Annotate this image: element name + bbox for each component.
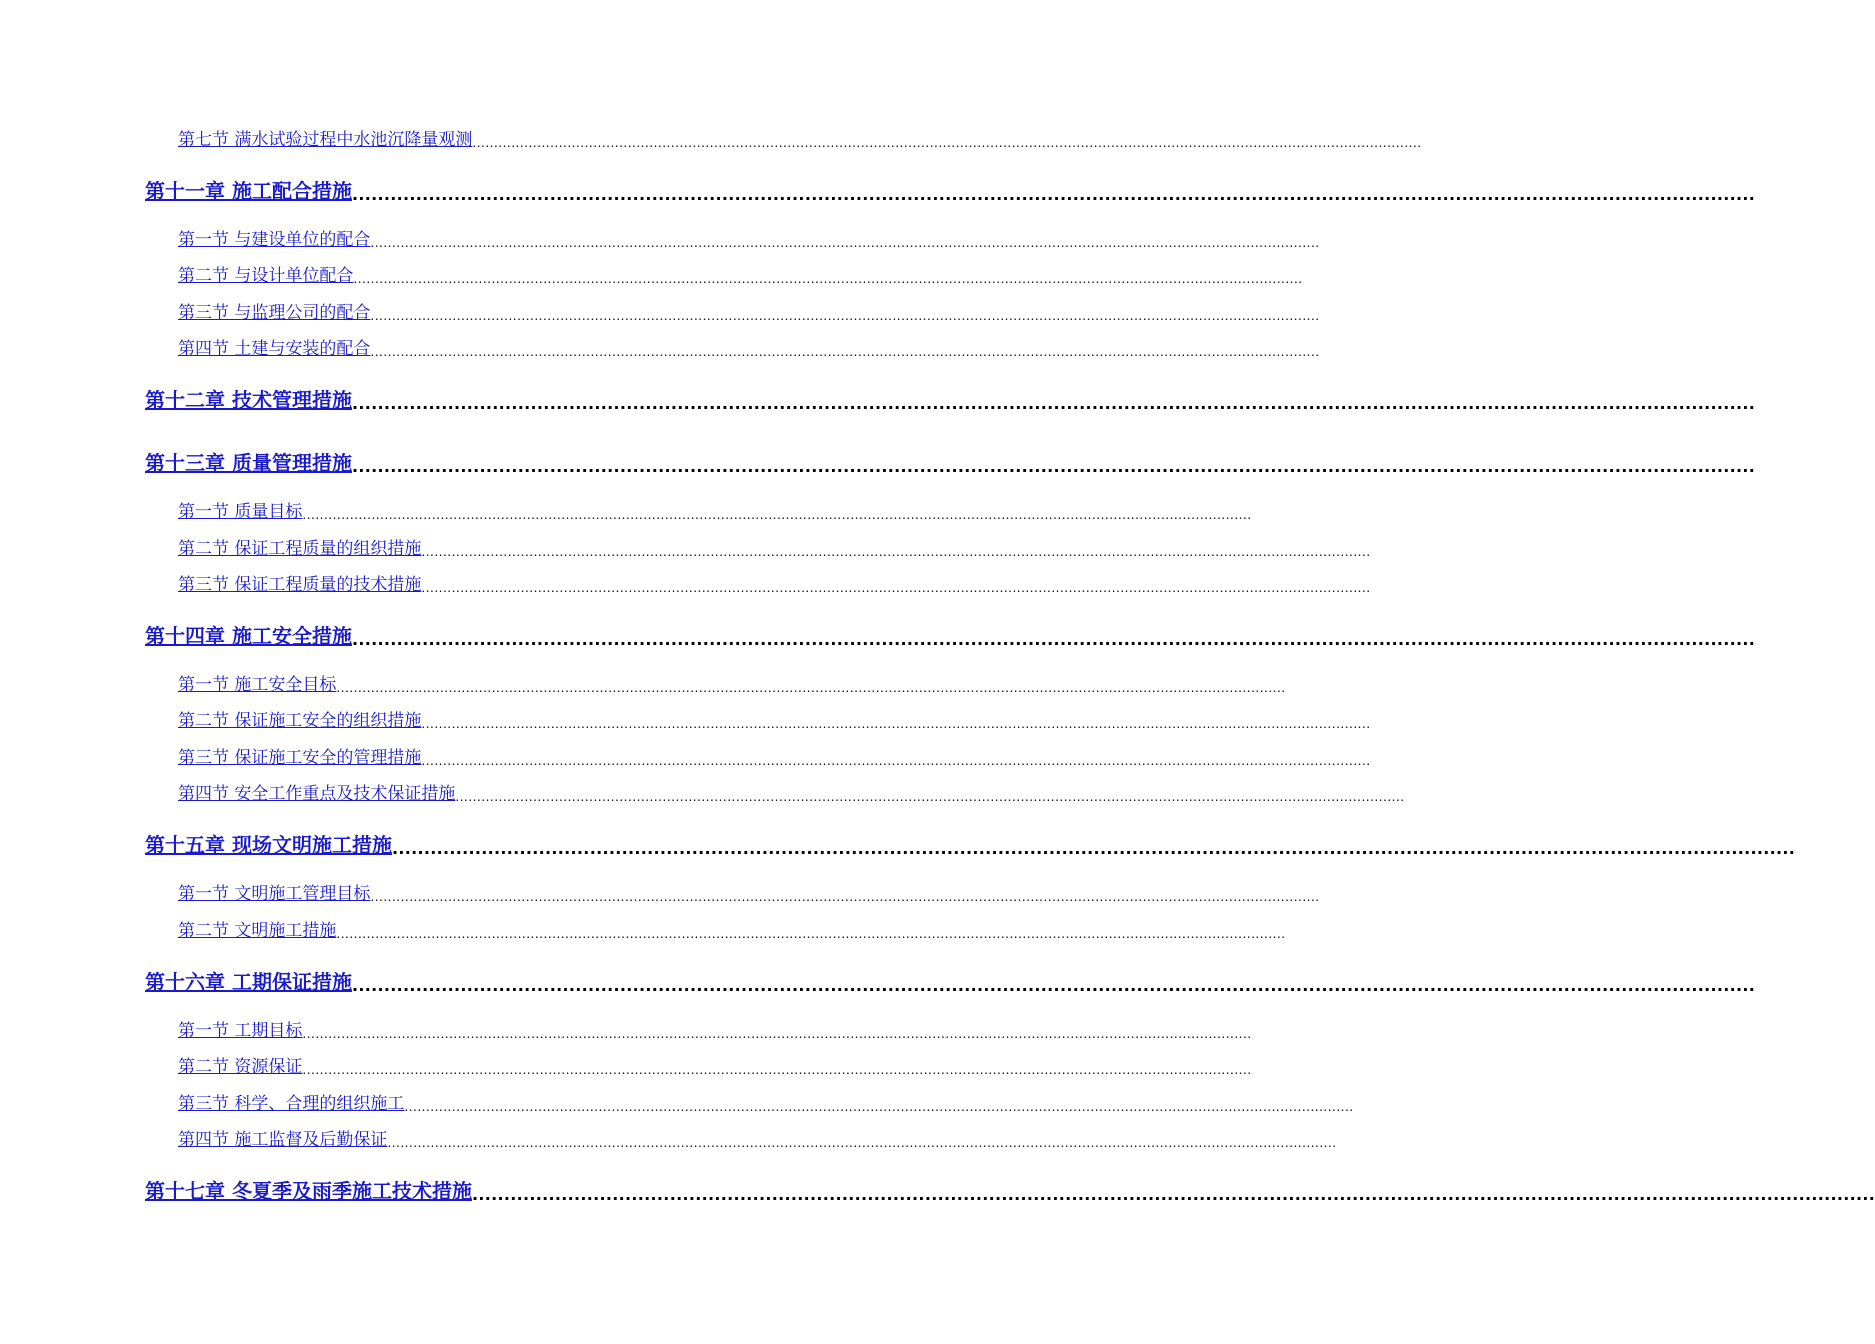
toc-leader: ............................................................................................................................................................................................................................ [404, 1100, 1354, 1114]
toc-leader: ............................................................................................................................................................................................................................ [353, 272, 1303, 286]
toc-link-section[interactable] [178, 569, 1371, 595]
toc-entry-label: 第七节 满水试验过程中水池沉降量观测 [178, 130, 473, 150]
toc-leader: ............................................................................................................................................................................................................................ [302, 1027, 1252, 1041]
toc-link-section[interactable] [178, 778, 1405, 804]
toc-entry-label: 第十二章 技术管理措施 [145, 388, 352, 412]
toc-link-chapter[interactable] [145, 826, 1796, 858]
toc-link-section[interactable] [178, 669, 1286, 695]
toc-leader: ............................................................................................................................................................................................................................ [421, 717, 1371, 731]
toc-entry-label: 第十四章 施工安全措施 [145, 624, 352, 648]
toc-leader: ............................................................................................................................................................................................................................ [370, 309, 1320, 323]
toc-entry-label: 第四节 施工监督及后勤保证 [178, 1130, 388, 1150]
toc-link-chapter[interactable] [145, 444, 1756, 476]
toc-leader: ............................................................................................................................................................................................................................ [370, 890, 1320, 904]
toc-leader: ............................................................................................................................................................................................................................ [351, 185, 1756, 204]
toc-leader: ............................................................................................................................................................................................................................ [336, 927, 1286, 941]
toc-entry-label: 第二节 保证施工安全的组织措施 [178, 711, 422, 731]
toc-leader: ............................................................................................................................................................................................................................ [351, 630, 1756, 649]
toc-leader: ............................................................................................................................................................................................................................ [336, 681, 1286, 695]
toc-leader: ............................................................................................................................................................................................................................ [370, 345, 1320, 359]
toc-entry-label: 第三节 保证工程质量的技术措施 [178, 575, 422, 595]
toc-leader: ............................................................................................................................................................................................................................ [421, 581, 1371, 595]
toc-link-chapter[interactable] [145, 1172, 1875, 1204]
toc-link-section[interactable] [178, 1088, 1354, 1114]
toc-link-section[interactable] [178, 705, 1371, 731]
toc-entry-label: 第一节 与建设单位的配合 [178, 230, 371, 250]
toc-entry-label: 第一节 工期目标 [178, 1021, 303, 1041]
toc-entry-label: 第一节 文明施工管理目标 [178, 884, 371, 904]
toc-entry-label: 第三节 与监理公司的配合 [178, 303, 371, 323]
toc-leader: ............................................................................................................................................................................................................................ [421, 754, 1371, 768]
toc-entry-label: 第十七章 冬夏季及雨季施工技术措施 [145, 1179, 472, 1203]
toc-link-section[interactable] [178, 124, 1422, 150]
toc-link-section[interactable] [178, 878, 1320, 904]
toc-entry-label: 第一节 质量目标 [178, 502, 303, 522]
toc-entry-label: 第三节 科学、合理的组织施工 [178, 1094, 405, 1114]
toc-link-section[interactable] [178, 297, 1320, 323]
toc-leader: ............................................................................................................................................................................................................................ [351, 394, 1756, 413]
toc-link-chapter[interactable] [145, 172, 1756, 204]
toc-link-section[interactable] [178, 260, 1303, 286]
toc-entry-label: 第二节 与设计单位配合 [178, 266, 354, 286]
toc-link-section[interactable] [178, 915, 1286, 941]
toc-entry-label: 第十五章 现场文明施工措施 [145, 833, 392, 857]
toc-entry-label: 第十六章 工期保证措施 [145, 970, 352, 994]
toc-entry-label: 第四节 安全工作重点及技术保证措施 [178, 784, 456, 804]
toc-entry-label: 第四节 土建与安装的配合 [178, 339, 371, 359]
toc-link-section[interactable] [178, 224, 1320, 250]
toc-entry-label: 第一节 施工安全目标 [178, 675, 337, 695]
toc-entry-label: 第十一章 施工配合措施 [145, 179, 352, 203]
toc-link-section[interactable] [178, 496, 1252, 522]
toc-leader: ............................................................................................................................................................................................................................ [351, 976, 1756, 995]
toc-leader: ............................................................................................................................................................................................................................ [351, 457, 1756, 476]
toc-leader: ............................................................................................................................................................................................................................ [421, 545, 1371, 559]
toc-leader: ............................................................................................................................................................................................................................ [455, 790, 1405, 804]
toc-entry-label: 第二节 保证工程质量的组织措施 [178, 539, 422, 559]
toc-leader: ............................................................................................................................................................................................................................ [471, 1185, 1875, 1204]
toc-leader: ............................................................................................................................................................................................................................ [387, 1136, 1337, 1150]
toc-leader: ............................................................................................................................................................................................................................ [302, 508, 1252, 522]
toc-link-chapter[interactable] [145, 617, 1756, 649]
toc-entry-label: 第三节 保证施工安全的管理措施 [178, 748, 422, 768]
toc-entry-label: 第十三章 质量管理措施 [145, 451, 352, 475]
toc-leader: ............................................................................................................................................................................................................................ [391, 839, 1796, 858]
toc-link-chapter[interactable] [145, 963, 1756, 995]
toc-link-section[interactable] [178, 1124, 1337, 1150]
toc-link-section[interactable] [178, 1051, 1252, 1077]
toc-link-section[interactable] [178, 533, 1371, 559]
toc-entry-label: 第二节 资源保证 [178, 1057, 303, 1077]
toc-entry-label: 第二节 文明施工措施 [178, 921, 337, 941]
toc-link-section[interactable] [178, 1015, 1252, 1041]
toc-link-chapter[interactable] [145, 381, 1756, 413]
toc-link-section[interactable] [178, 333, 1320, 359]
toc-leader: ............................................................................................................................................................................................................................ [472, 136, 1422, 150]
toc-link-section[interactable] [178, 742, 1371, 768]
toc-leader: ............................................................................................................................................................................................................................ [302, 1063, 1252, 1077]
toc-leader: ............................................................................................................................................................................................................................ [370, 236, 1320, 250]
